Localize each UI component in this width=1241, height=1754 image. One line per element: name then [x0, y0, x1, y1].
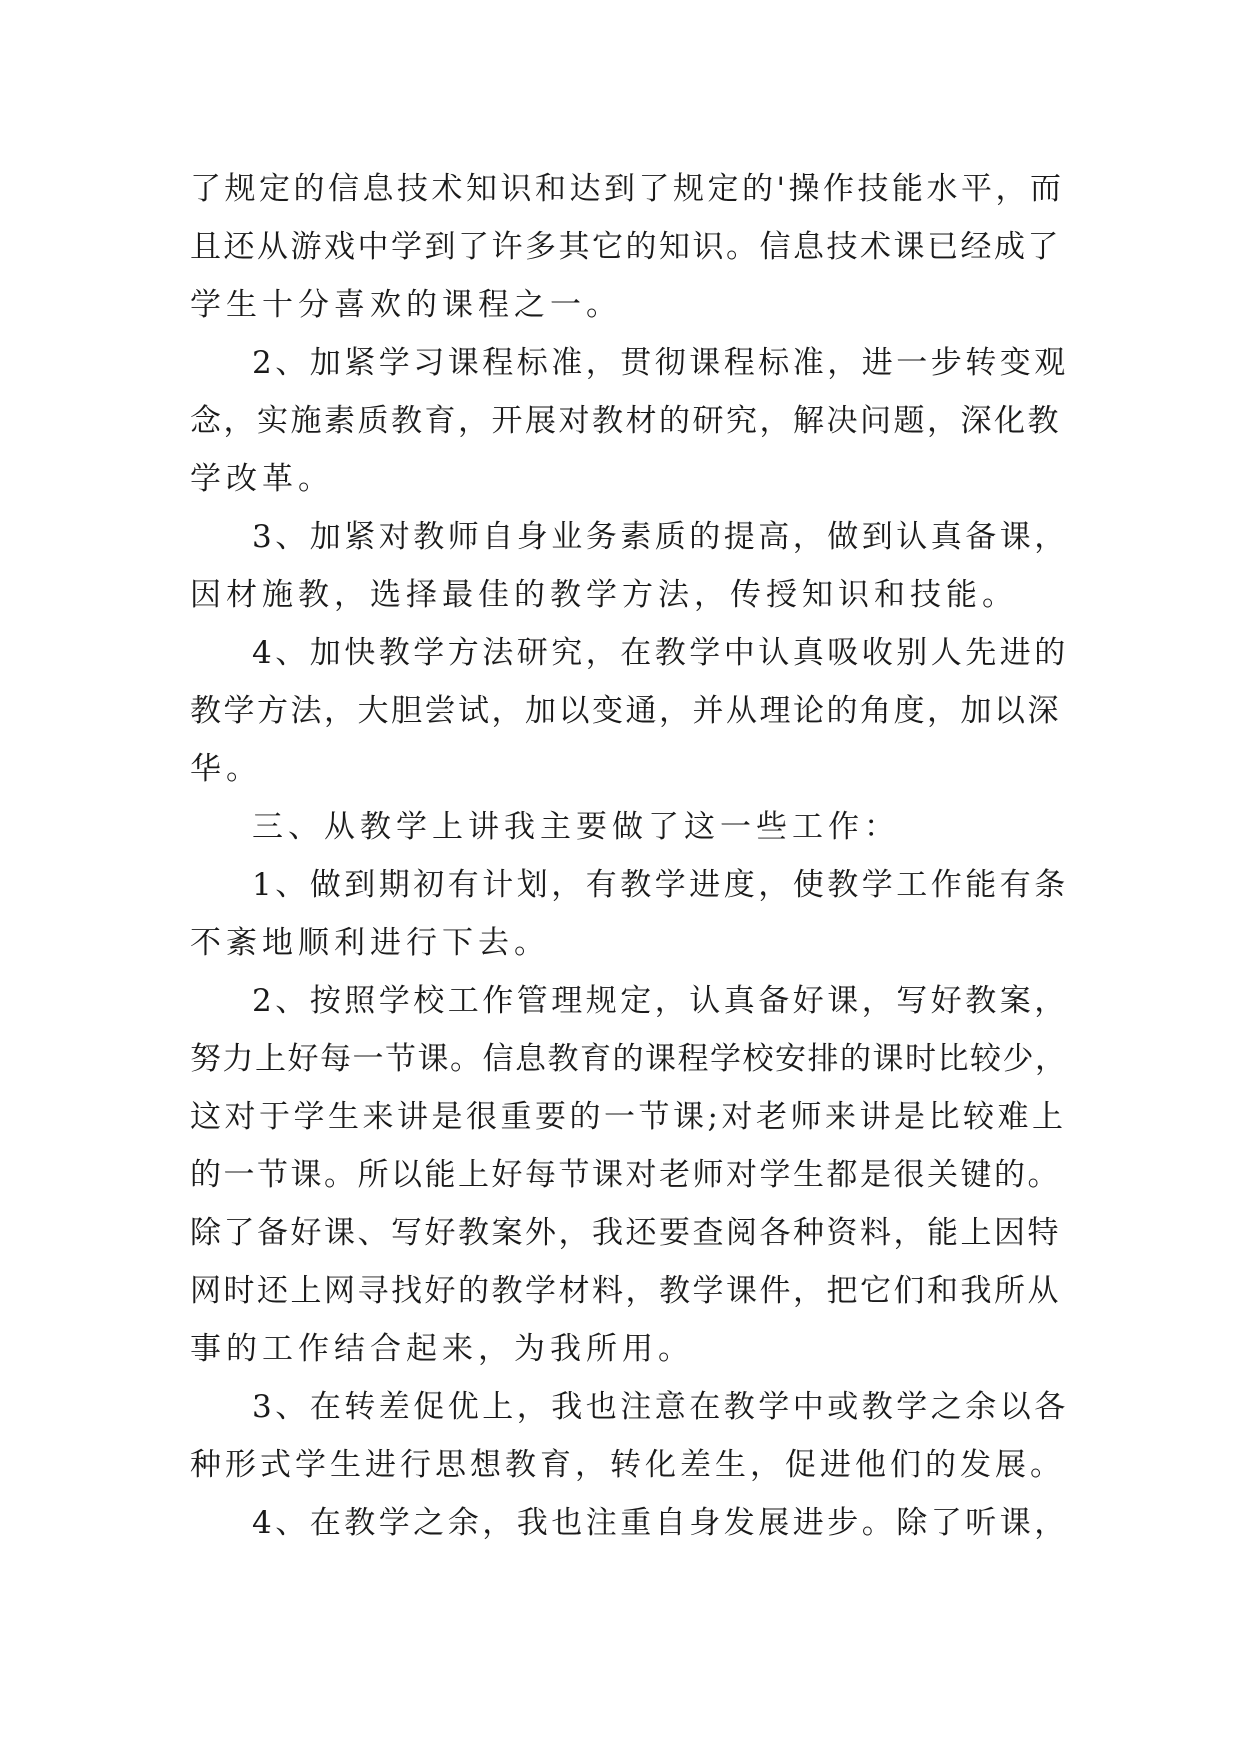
document-body [190, 160, 1070, 1552]
text-line: 事的工作结合起来，为我所用。 [190, 1331, 694, 1367]
text-line: 念，实施素质教育，开展对教材的研究，解决问题，深化教 [190, 403, 1061, 439]
text-line: 3、加紧对教师自身业务素质的提高，做到认真备课， [252, 519, 1069, 555]
text-line: 4、在教学之余，我也注重自身发展进步。除了听课， [252, 1505, 1069, 1541]
text-line: 且还从游戏中学到了许多其它的知识。信息技术课已经成了 [190, 229, 1061, 265]
text-line: 网时还上网寻找好的教学材料，教学课件，把它们和我所从 [190, 1273, 1061, 1309]
text-line: 学改革。 [190, 461, 334, 497]
text-line: 三、从教学上讲我主要做了这一些工作： [252, 809, 900, 845]
text-line: 了规定的信息技术知识和达到了规定的'操作技能水平，而 [190, 171, 1065, 207]
text-line: 教学方法，大胆尝试，加以变通，并从理论的角度，加以深 [190, 693, 1061, 729]
text-line: 2、加紧学习课程标准，贯彻课程标准，进一步转变观 [252, 345, 1069, 381]
text-line: 1、做到期初有计划，有教学进度，使教学工作能有条 [252, 867, 1069, 903]
text-line: 除了备好课、写好教案外，我还要查阅各种资料，能上因特 [190, 1215, 1061, 1251]
text-line: 努力上好每一节课。信息教育的课程学校安排的课时比较少， [190, 1041, 1068, 1077]
text-line: 这对于学生来讲是很重要的一节课;对老师来讲是比较难上 [190, 1099, 1067, 1135]
text-line: 种形式学生进行思想教育，转化差生，促进他们的发展。 [190, 1447, 1065, 1483]
text-line: 华。 [190, 751, 262, 787]
text-line: 3、在转差促优上，我也注意在教学中或教学之余以各 [252, 1389, 1069, 1425]
text-line: 学生十分喜欢的课程之一。 [190, 287, 622, 323]
text-line: 的一节课。所以能上好每节课对老师对学生都是很关键的。 [190, 1157, 1061, 1193]
text-line: 2、按照学校工作管理规定，认真备好课，写好教案， [252, 983, 1069, 1019]
text-line: 4、加快教学方法研究，在教学中认真吸收别人先进的 [252, 635, 1069, 671]
text-line: 不紊地顺利进行下去。 [190, 925, 550, 961]
text-line: 因材施教，选择最佳的教学方法，传授知识和技能。 [190, 577, 1018, 613]
